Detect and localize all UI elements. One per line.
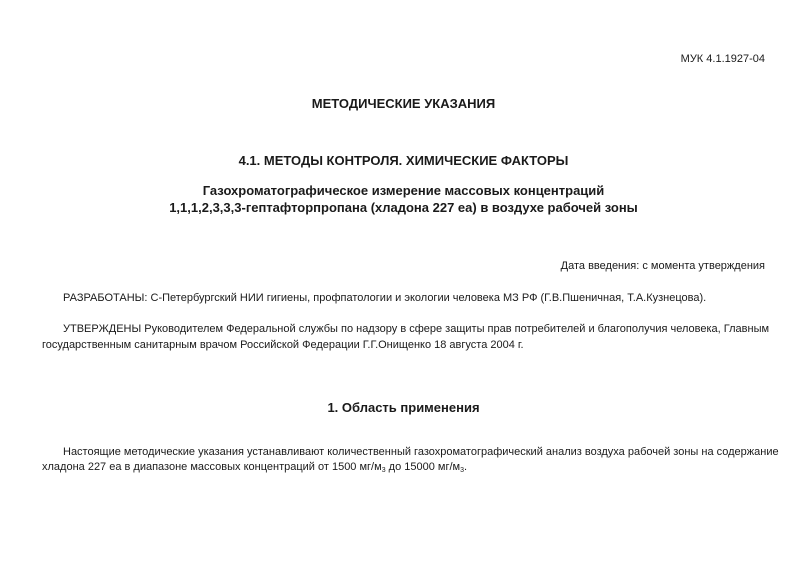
approved-by-line1: УТВЕРЖДЕНЫ Руководителем Федеральной службы по надзору в сфере защиты прав потребителей и благополучия человека, Главным [63, 323, 770, 335]
document-subtitle-line1: Газохроматографическое измерение массовых концентраций [202, 183, 605, 198]
document-subtitle-line2: 1,1,1,2,3,3,3-гептафторпропана (хладона 227 еа) в воздухе рабочей зоны [169, 200, 638, 215]
section-body-text-b: до 15000 мг/м [385, 461, 461, 473]
section-body-text-end: . [464, 461, 468, 473]
section-heading: 1. Область применения [327, 400, 480, 415]
section-body-text-a: хладона 227 еа в диапазоне массовых концентраций от 1500 мг/м [42, 461, 382, 473]
unit-superscript: 3 [381, 467, 386, 474]
developed-by-paragraph: РАЗРАБОТАНЫ: С-Петербургский НИИ гигиены, профпатологии и экологии человека МЗ РФ (Г.В.Пшеничная, Т.А.Кузнецова). [63, 292, 707, 304]
section-body-line2 [42, 461, 467, 474]
document-title: МЕТОДИЧЕСКИЕ УКАЗАНИЯ [311, 96, 496, 111]
section-body-line1: Настоящие методические указания устанавливают количественный газохроматографический анализ воздуха рабочей зоны на содержание [63, 446, 779, 458]
unit-superscript: 3 [460, 467, 464, 474]
introduction-date: Дата введения: с момента утверждения [560, 260, 765, 272]
approved-by-line2: государственным санитарным врачом Российской Федерации Г.Г.Онищенко 18 августа 2004 г. [42, 339, 524, 351]
document-category: 4.1. МЕТОДЫ КОНТРОЛЯ. ХИМИЧЕСКИЕ ФАКТОРЫ [238, 153, 569, 168]
document-code: МУК 4.1.1927-04 [680, 53, 765, 65]
